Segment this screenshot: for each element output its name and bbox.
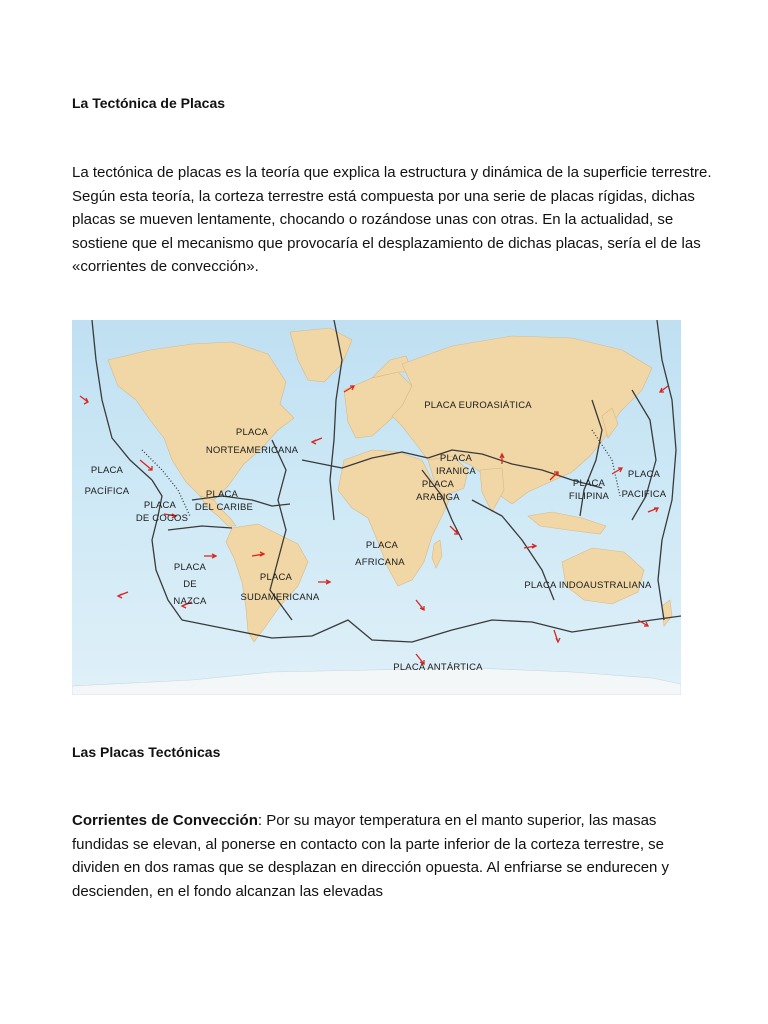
section-title: Las Placas Tectónicas — [72, 744, 221, 760]
convection-text: Por su mayor temperatura en el manto superior, las masas fundidas se elevan, al ponerse en contacto con la parte inferior de la corteza terrestre, se dividen en dos ramas que se desplazan en dirección opuesta. Al enfriarse se endurecen y descienden, en el fondo alcanzan las elevadas — [72, 812, 670, 900]
label-arabiga-2: ARABIGA — [416, 492, 460, 503]
label-nazca-2: DE — [183, 579, 197, 590]
label-norteamericana-2: NORTEAMERICANA — [205, 445, 299, 456]
label-iranica-1: PLACA — [439, 453, 473, 464]
label-arabiga-1: PLACA — [421, 479, 455, 490]
label-pacifica-east-1: PLACA — [627, 469, 661, 480]
convection-colon: : — [257, 812, 263, 829]
label-sudamericana-2: SUDAMERICANA — [240, 592, 320, 603]
label-antartica: PLACA ANTÁRTICA — [393, 662, 483, 673]
label-pacifica-east-2: PACIFICA — [621, 489, 667, 500]
label-pacifica-west-2: PACÍFICA — [84, 486, 130, 497]
label-sudamericana-1: PLACA — [259, 572, 293, 583]
label-iranica-2: IRANICA — [436, 466, 476, 477]
label-nazca-1: PLACA — [173, 562, 207, 573]
convection-paragraph — [72, 809, 712, 903]
label-indoaustraliana: PLACA INDOAUSTRALIANA — [524, 580, 652, 591]
label-caribe-1: PLACA — [205, 489, 239, 500]
intro-paragraph: La tectónica de placas es la teoría que explica la estructura y dinámica de la superficie terrestre. Según esta teoría, la corteza terrestre está compuesta por una serie de placas rígidas, dichas placas se mueven lentamente, chocando o rozándose unas con otras. En la actualidad, se sostiene que el mecanismo que provocaría el desplazamiento de dichas placas, sería el de las «corrientes de convección». — [72, 164, 712, 276]
label-caribe-2: DEL CARIBE — [194, 502, 254, 513]
page-title: La Tectónica de Placas — [72, 95, 226, 111]
label-cocos-1: PLACA — [143, 500, 177, 511]
label-africana-2: AFRICANA — [355, 557, 405, 568]
label-norteamericana-1: PLACA — [235, 427, 269, 438]
label-cocos-2: DE COCOS — [135, 513, 189, 524]
label-filipina-1: PLACA — [572, 478, 606, 489]
label-africana-1: PLACA — [365, 540, 399, 551]
label-filipina-2: FILIPINA — [568, 491, 610, 502]
label-euroasiatica: PLACA EUROASIÁTICA — [424, 400, 532, 411]
label-nazca-3: NAZCA — [173, 596, 207, 607]
convection-term: Corrientes de Convección — [72, 812, 258, 829]
tectonic-plates-map — [72, 320, 681, 695]
label-pacifica-west-1: PLACA — [90, 465, 124, 476]
